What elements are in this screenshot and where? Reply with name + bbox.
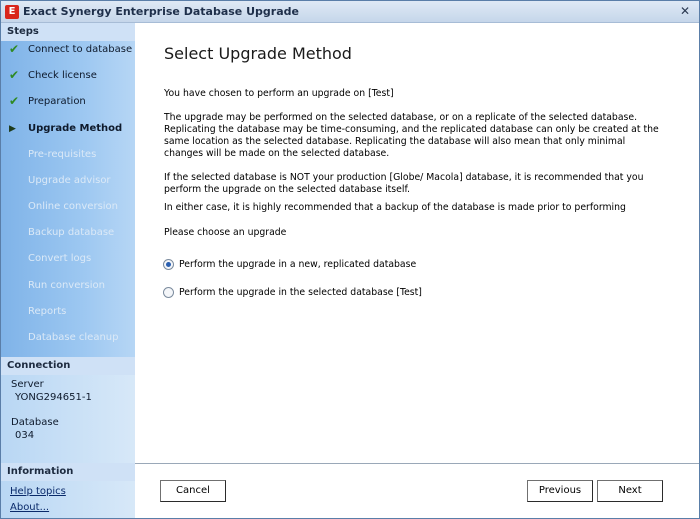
main-content — [135, 23, 699, 463]
selected-database-text: You have chosen to perform an upgrade on [Test] — [164, 88, 394, 99]
step-label: Preparation — [28, 96, 86, 107]
step-label: Online conversion — [28, 201, 119, 212]
page-title: Select Upgrade Method — [164, 44, 352, 63]
step-upgrade-method — [1, 118, 135, 140]
help-topics-link[interactable]: Help topics — [10, 486, 66, 497]
step-label: Pre-requisites — [28, 149, 97, 160]
step-label: Run conversion — [28, 280, 105, 291]
step-backup-database — [1, 222, 135, 244]
step-label: Backup database — [28, 227, 115, 238]
option-label: Perform the upgrade in a new, replicated database — [179, 259, 417, 270]
option-replicated-database[interactable] — [163, 259, 416, 270]
step-label: Convert logs — [28, 253, 92, 264]
connection-panel — [1, 375, 135, 464]
previous-button[interactable]: Previous — [527, 480, 593, 502]
checkmark-icon: ✔ — [9, 42, 20, 56]
production-warning-text: If the selected database is NOT your production [Globe/ Macola] database, it is recommended that you perform the upgrade on the selected database itself. — [164, 172, 644, 195]
checkmark-icon: ✔ — [9, 68, 20, 82]
step-upgrade-advisor — [1, 170, 135, 192]
exact-logo-icon: E — [5, 5, 19, 19]
database-label: Database — [11, 417, 59, 428]
replicate-explanation-text: The upgrade may be performed on the selected database, or on a replicate of the selected database. Replicating the database may be time-consuming, and the replicated database can only be created at the same location as the selected database. Replicating the database will also mean that only minimal changes will be made on the selected database. — [164, 112, 659, 159]
close-icon[interactable]: ✕ — [679, 4, 691, 18]
step-check-license — [1, 65, 135, 87]
about-link[interactable]: About... — [10, 502, 50, 513]
cancel-button[interactable]: Cancel — [160, 480, 226, 502]
step-label: Upgrade Method — [28, 123, 123, 134]
step-connect-to-database — [1, 39, 135, 61]
server-value: YONG294651-1 — [15, 392, 92, 403]
step-label: Database cleanup — [28, 332, 119, 343]
window-title: Exact Synergy Enterprise Database Upgrade — [23, 5, 299, 18]
sidebar — [1, 23, 135, 519]
next-button[interactable]: Next — [597, 480, 663, 502]
option-selected-database[interactable] — [163, 287, 422, 298]
step-label: Check license — [28, 70, 97, 81]
footer-divider — [135, 463, 699, 464]
choose-upgrade-prompt: Please choose an upgrade — [164, 227, 287, 238]
step-label: Upgrade advisor — [28, 175, 111, 186]
option-label: Perform the upgrade in the selected database [Test] — [179, 287, 422, 298]
radio-button-checked[interactable] — [163, 259, 174, 270]
database-value: 034 — [15, 430, 35, 441]
step-run-conversion — [1, 275, 135, 297]
step-preparation — [1, 91, 135, 113]
steps-header: Steps — [1, 23, 135, 41]
current-step-arrow-icon: ▶ — [9, 124, 16, 134]
step-reports — [1, 301, 135, 323]
step-online-conversion — [1, 196, 135, 218]
radio-button[interactable] — [163, 287, 174, 298]
information-panel — [1, 481, 135, 519]
step-convert-logs — [1, 248, 135, 270]
step-database-cleanup — [1, 327, 135, 349]
checkmark-icon: ✔ — [9, 94, 20, 108]
backup-recommendation-text: In either case, it is highly recommended that a backup of the database is made prior to performing — [164, 202, 626, 213]
information-header: Information — [1, 463, 135, 481]
step-label: Reports — [28, 306, 67, 317]
step-label: Connect to database — [28, 44, 133, 55]
title-bar — [1, 1, 699, 23]
server-label: Server — [11, 379, 44, 390]
step-pre-requisites — [1, 144, 135, 166]
connection-header: Connection — [1, 357, 135, 375]
